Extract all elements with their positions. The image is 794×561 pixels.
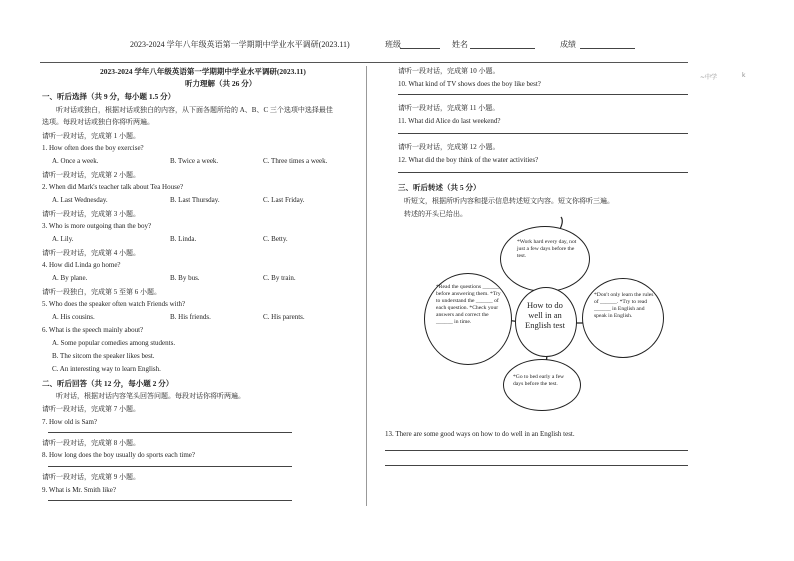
section3-instr-1: 听短文，根据所听内容和提示信息转述短文内容。短文你将听三遍。 — [404, 197, 614, 205]
column-divider — [366, 66, 367, 506]
prompt-8: 请听一段对话，完成第 8 小题。 — [42, 439, 140, 447]
question-1: 1. How often does the boy exercise? — [42, 144, 144, 152]
question-10: 10. What kind of TV shows does the boy like best? — [398, 80, 541, 88]
q4-option-a[interactable]: A. By plane. — [52, 274, 88, 282]
question-7: 7. How old is Sam? — [42, 418, 98, 426]
score-label: 成绩 — [560, 40, 576, 49]
section1-instr-2: 选项。每段对话或独白你将听两遍。 — [42, 118, 154, 126]
answer-7-line[interactable] — [48, 432, 292, 433]
answer-9-line[interactable] — [48, 500, 292, 501]
left-title: 2023-2024 学年八年级英语第一学期期中学业水平调研(2023.11) — [100, 67, 306, 76]
answer-13-line-1[interactable] — [385, 450, 688, 451]
name-field[interactable] — [470, 48, 535, 49]
class-field[interactable] — [400, 48, 440, 49]
question-2: 2. When did Mark's teacher talk about Tea House? — [42, 183, 184, 191]
q5-option-b[interactable]: B. His friends. — [170, 313, 211, 321]
map-center-text: How to do well in an English test — [525, 300, 565, 330]
section1-instr-1: 听对话或独白，根据对话或独白的内容，从下面各题所给的 A、B、C 三个选项中选择最佳 — [56, 106, 333, 114]
section1-heading: 一、听后选择（共 9 分，每小题 1.5 分） — [42, 92, 176, 101]
question-13: 13. There are some good ways on how to do well in an English test. — [385, 430, 575, 438]
prompt-3: 请听一段对话，完成第 3 小题。 — [42, 210, 140, 218]
question-11: 11. What did Alice do last weekend? — [398, 117, 501, 125]
name-label: 姓名 — [452, 40, 468, 49]
section3-instr-2: 转述的开头已给出。 — [404, 210, 467, 218]
answer-10-line[interactable] — [398, 94, 688, 95]
class-label: 班级 — [385, 40, 401, 49]
section2-heading: 二、听后回答（共 12 分，每小题 2 分） — [42, 379, 174, 388]
q3-option-c[interactable]: C. Betty. — [263, 235, 288, 243]
q6-option-a[interactable]: A. Some popular comedies among students. — [52, 339, 176, 347]
q6-option-b[interactable]: B. The sitcom the speaker likes best. — [52, 352, 155, 360]
prompt-9: 请听一段对话，完成第 9 小题。 — [42, 473, 140, 481]
q1-option-c[interactable]: C. Three times a week. — [263, 157, 328, 165]
header-divider — [40, 62, 688, 63]
score-field[interactable] — [580, 48, 635, 49]
question-3: 3. Who is more outgoing than the boy? — [42, 222, 152, 230]
question-9: 9. What is Mr. Smith like? — [42, 486, 116, 494]
answer-11-line[interactable] — [398, 133, 688, 134]
question-5: 5. Who does the speaker often watch Friends with? — [42, 300, 186, 308]
q6-option-c[interactable]: C. An interesting way to learn English. — [52, 365, 161, 373]
question-12: 12. What did the boy think of the water activities? — [398, 156, 539, 164]
prompt-11: 请听一段对话，完成第 11 小题。 — [398, 104, 500, 112]
q4-option-b[interactable]: B. By bus. — [170, 274, 200, 282]
prompt-5: 请听一段独白，完成第 5 至第 6 小题。 — [42, 288, 161, 296]
q2-option-a[interactable]: A. Last Wednesday. — [52, 196, 108, 204]
section2-instr: 听对话，根据对话内容笔头回答问题。每段对话你将听两遍。 — [56, 392, 245, 400]
q1-option-a[interactable]: A. Once a week. — [52, 157, 99, 165]
q5-option-c[interactable]: C. His parents. — [263, 313, 305, 321]
answer-8-line[interactable] — [48, 466, 292, 467]
q3-option-b[interactable]: B. Linda. — [170, 235, 197, 243]
header-title: 2023-2024 学年八年级英语第一学期期中学业水平调研(2023.11) — [130, 40, 350, 49]
map-right-text: *Don't only learn the rules of ______. *Try to read ______ in English and speak in English. — [594, 292, 654, 319]
q4-option-c[interactable]: C. By train. — [263, 274, 296, 282]
q2-option-b[interactable]: B. Last Thursday. — [170, 196, 220, 204]
left-subtitle: 听力理解（共 26 分） — [185, 79, 257, 88]
q1-option-b[interactable]: B. Twice a week. — [170, 157, 219, 165]
section3-heading: 三、听后转述（共 5 分） — [398, 183, 481, 192]
map-bottom-text: *Go to bed early a few days before the test. — [513, 374, 565, 387]
map-left-text: *Read the questions ______ before answering them. *Try to understand the ______ of each question. *Check your answers and correct the ______ in time. — [436, 284, 501, 325]
answer-12-line[interactable] — [398, 172, 688, 173]
question-6: 6. What is the speech mainly about? — [42, 326, 144, 334]
q2-option-c[interactable]: C. Last Friday. — [263, 196, 305, 204]
map-top-text: *Work hard every day, not just a few days before the test. — [517, 239, 577, 259]
prompt-1: 请听一段对话，完成第 1 小题。 — [42, 132, 140, 140]
q5-option-a[interactable]: A. His cousins. — [52, 313, 95, 321]
q3-option-a[interactable]: A. Lily. — [52, 235, 74, 243]
margin-note: ~中学 — [700, 74, 718, 81]
prompt-7: 请听一段对话，完成第 7 小题。 — [42, 405, 140, 413]
answer-13-line-2[interactable] — [385, 465, 688, 466]
question-4: 4. How did Linda go home? — [42, 261, 121, 269]
question-8: 8. How long does the boy usually do sports each time? — [42, 451, 196, 459]
prompt-4: 请听一段对话，完成第 4 小题。 — [42, 249, 140, 257]
margin-note-2: k — [742, 72, 746, 79]
prompt-10: 请听一段对话，完成第 10 小题。 — [398, 67, 500, 75]
prompt-2: 请听一段对话，完成第 2 小题。 — [42, 171, 140, 179]
prompt-12: 请听一段对话，完成第 12 小题。 — [398, 143, 500, 151]
